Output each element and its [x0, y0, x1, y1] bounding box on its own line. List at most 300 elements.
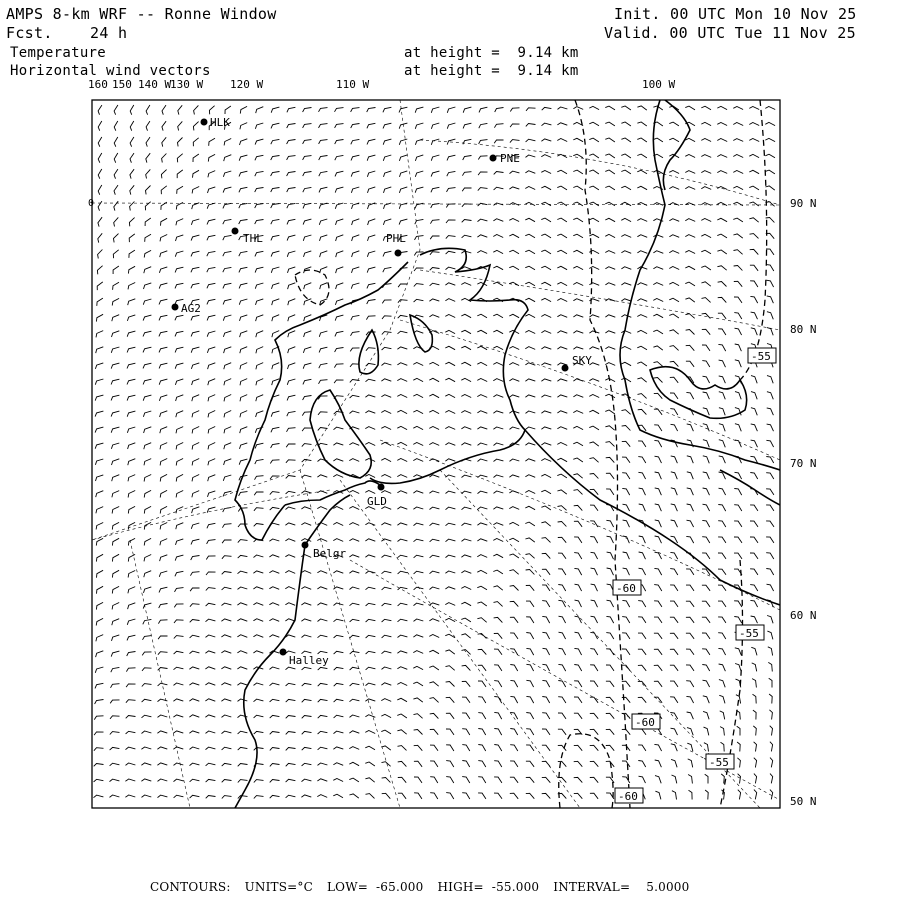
wind-barb — [304, 251, 312, 257]
wind-barb — [542, 664, 549, 671]
lon-label-120w: 120 W — [230, 78, 264, 91]
wind-barb — [126, 731, 136, 734]
wind-barb — [622, 441, 630, 446]
wind-barb — [128, 506, 135, 513]
wind-barb — [269, 555, 279, 557]
wind-barb — [703, 440, 709, 448]
wind-barb — [349, 762, 359, 765]
wind-barb — [430, 571, 440, 574]
wind-barb — [430, 698, 439, 703]
wind-barb — [701, 282, 710, 286]
wind-barb — [767, 408, 774, 415]
wind-barb — [113, 282, 119, 290]
wind-barb — [334, 364, 343, 368]
wind-barb — [177, 170, 183, 178]
wind-barb — [541, 443, 551, 445]
wind-barb — [637, 122, 646, 126]
wind-barb — [461, 602, 471, 605]
wind-barb — [687, 520, 694, 527]
wind-barb — [510, 140, 520, 143]
wind-barb — [750, 296, 757, 303]
coastline-south-shetlands — [720, 470, 780, 505]
wind-barb — [734, 250, 743, 255]
wind-barb — [414, 571, 424, 574]
wind-barb — [318, 763, 328, 765]
wind-barb — [126, 763, 136, 765]
wind-barb — [541, 282, 551, 285]
wind-barb — [734, 505, 742, 511]
wind-barb — [717, 171, 727, 174]
wind-barb — [765, 170, 775, 174]
wind-barb — [737, 742, 740, 752]
wind-barb — [574, 490, 583, 495]
wind-barb — [669, 219, 679, 222]
wind-barb — [223, 251, 232, 256]
wind-barb — [413, 459, 423, 462]
wind-barb — [221, 667, 231, 669]
wind-barb — [206, 588, 216, 591]
wind-barb — [382, 667, 392, 669]
wind-barb — [239, 283, 247, 288]
wind-barb — [384, 171, 392, 177]
wind-barb — [206, 572, 216, 575]
wind-barb — [637, 251, 647, 254]
wind-barb — [111, 684, 120, 688]
wind-barb — [509, 187, 519, 189]
wind-barb — [702, 601, 710, 607]
wind-barb — [160, 490, 167, 497]
wind-barb — [526, 696, 533, 703]
wind-barb — [541, 427, 551, 429]
wind-barb — [413, 363, 423, 366]
wind-barb — [526, 664, 533, 671]
station-dot-sky — [562, 365, 569, 372]
wind-barb — [285, 539, 295, 542]
wind-barb — [541, 347, 551, 349]
wind-barb — [350, 667, 360, 670]
wind-barb — [255, 139, 263, 145]
wind-barb — [606, 697, 614, 702]
wind-barb — [605, 154, 615, 158]
wind-barb — [159, 347, 167, 352]
wind-barb — [462, 188, 471, 191]
wind-barb — [703, 392, 710, 399]
wind-barb — [222, 524, 231, 528]
coastline-peninsula-east — [525, 430, 780, 605]
wind-barb — [670, 601, 678, 607]
wind-barb — [754, 742, 757, 752]
wind-barb — [239, 299, 247, 305]
wind-barb — [114, 137, 118, 147]
wind-barb — [175, 363, 183, 369]
wind-barb — [478, 219, 488, 222]
wind-barb — [221, 699, 231, 701]
wind-barb — [414, 714, 423, 719]
wind-barb — [126, 684, 135, 687]
wind-barb — [685, 171, 695, 174]
wind-barb — [207, 203, 215, 209]
wind-barb — [191, 283, 200, 288]
wind-barb — [224, 427, 231, 434]
wind-barb — [462, 491, 472, 494]
wind-barb — [735, 648, 742, 655]
wind-barb — [271, 427, 280, 432]
wind-barb — [754, 790, 757, 800]
wind-barb — [590, 745, 599, 750]
wind-barb — [207, 267, 216, 272]
coastline-west-b — [285, 481, 380, 505]
wind-barb — [430, 761, 438, 767]
wind-barb — [510, 171, 520, 174]
wind-barb — [445, 394, 455, 397]
wind-barb — [735, 664, 741, 672]
wind-barb — [750, 585, 758, 591]
wind-barb — [128, 283, 135, 290]
wind-barb — [607, 552, 614, 559]
wind-barb — [253, 571, 263, 573]
wind-barb — [669, 235, 679, 238]
wind-barb — [719, 376, 726, 383]
wind-barb — [526, 633, 533, 640]
wind-barb — [429, 299, 439, 301]
wind-barb — [397, 410, 407, 413]
wind-barb — [190, 779, 200, 782]
wind-barb — [383, 251, 391, 256]
wind-barb — [159, 283, 167, 289]
wind-barb — [719, 488, 726, 495]
wind-barb — [127, 427, 135, 433]
wind-barb — [430, 220, 439, 224]
wind-barb — [414, 523, 424, 526]
wind-barb — [738, 774, 741, 784]
lon-label-100w: 100 W — [642, 78, 676, 91]
wind-barb — [654, 362, 663, 367]
wind-barb — [462, 650, 471, 655]
wind-barb — [382, 635, 392, 638]
wind-barb — [383, 267, 392, 272]
wind-barb — [381, 379, 391, 381]
wind-barb — [157, 747, 167, 749]
wind-barb — [286, 699, 296, 702]
wind-barb — [639, 568, 646, 575]
wind-barb — [478, 203, 488, 206]
wind-barb — [653, 314, 663, 317]
wind-barb — [607, 568, 614, 575]
wind-barb — [621, 267, 631, 270]
wind-barb — [703, 504, 710, 511]
wind-barb — [159, 571, 167, 577]
wind-barb — [271, 411, 279, 417]
wind-barb — [301, 571, 311, 574]
wind-barb — [541, 139, 551, 141]
wind-barb — [285, 587, 295, 590]
wind-barb — [111, 427, 119, 433]
wind-barb — [621, 235, 631, 238]
wind-barb — [510, 601, 519, 606]
wind-barb — [192, 427, 199, 434]
wind-barb — [687, 488, 694, 495]
contour-label-4: -60 — [635, 716, 655, 729]
wind-barb — [176, 395, 184, 401]
wind-barb — [621, 106, 631, 110]
wind-barb — [557, 154, 567, 157]
wind-barb — [717, 266, 726, 270]
wind-barb — [301, 795, 311, 797]
wind-barb — [143, 636, 152, 640]
wind-barb — [446, 666, 455, 671]
wind-barb — [558, 506, 567, 511]
wind-barb — [269, 539, 279, 541]
wind-barb — [510, 761, 518, 767]
wind-barb — [621, 378, 631, 382]
wind-barb — [175, 347, 183, 352]
wind-barb — [445, 459, 455, 461]
wind-barb — [397, 714, 407, 718]
wind-barb — [653, 330, 663, 334]
wind-barb — [719, 392, 726, 400]
wind-barb — [445, 475, 455, 477]
wind-barb — [160, 523, 167, 530]
wind-barb — [607, 536, 614, 543]
wind-barb — [719, 664, 726, 671]
wind-barb — [381, 746, 390, 750]
wind-barb — [397, 347, 407, 349]
wind-barb — [621, 299, 631, 301]
wind-barb — [751, 424, 758, 431]
wind-barb — [98, 233, 102, 242]
wind-barb — [541, 155, 551, 158]
wind-barb — [366, 635, 376, 638]
wind-barb — [589, 106, 599, 109]
wind-barb — [270, 460, 279, 464]
wind-barb — [208, 187, 216, 193]
wind-barb — [254, 715, 264, 718]
wind-barb — [574, 521, 582, 527]
wind-barb — [224, 347, 232, 353]
wind-barb — [429, 635, 439, 638]
wind-barb — [209, 138, 215, 146]
wind-barb — [672, 791, 677, 800]
wind-barb — [175, 251, 183, 257]
wind-barb — [112, 459, 120, 465]
wind-barb — [303, 235, 311, 241]
wind-barb — [606, 489, 614, 495]
wind-barb — [766, 521, 774, 527]
wind-barb — [575, 632, 582, 639]
wind-barb — [253, 603, 263, 606]
wind-barb — [445, 315, 455, 318]
footer-contours-label: CONTOURS: — [150, 880, 231, 894]
wind-barb — [526, 139, 536, 142]
wind-barb — [734, 601, 742, 607]
wind-barb — [733, 234, 742, 238]
wind-barb — [285, 555, 295, 558]
wind-barb — [269, 603, 279, 606]
wind-barb — [384, 187, 392, 193]
wind-barb — [766, 457, 773, 464]
wind-barb — [767, 312, 773, 320]
wind-barb — [589, 442, 598, 446]
wind-barb — [655, 791, 661, 799]
wind-barb — [670, 665, 678, 671]
wind-barb — [702, 665, 709, 672]
wind-barb — [397, 651, 407, 653]
wind-barb — [429, 315, 439, 318]
wind-barb — [255, 443, 263, 448]
station-label-belgr: Belgr — [313, 547, 347, 560]
wind-barb — [271, 156, 280, 161]
wind-barb — [477, 523, 487, 525]
wind-barb — [462, 793, 470, 799]
wind-barb — [525, 187, 535, 190]
wind-barb — [557, 299, 567, 302]
wind-barb — [318, 619, 328, 622]
wind-barb — [541, 522, 550, 526]
wind-barb — [159, 604, 168, 609]
wind-barb — [767, 376, 773, 384]
wind-barb — [336, 283, 344, 289]
wind-barb — [178, 121, 183, 130]
wind-barb — [190, 763, 200, 766]
wind-barb — [352, 235, 360, 241]
wind-barb — [573, 266, 583, 269]
wind-barb — [751, 408, 757, 416]
wind-barb — [718, 297, 727, 302]
wind-barb — [191, 251, 199, 256]
wind-barb — [461, 443, 471, 445]
wind-barb — [287, 395, 295, 400]
wind-barb — [256, 299, 264, 305]
wind-barb — [445, 443, 455, 446]
wind-barb — [160, 443, 167, 450]
wind-barb — [208, 395, 215, 402]
wind-barb — [302, 779, 312, 782]
wind-barb — [238, 731, 248, 734]
wind-barb — [382, 332, 392, 335]
wind-barb — [638, 633, 646, 639]
wind-barb — [446, 697, 455, 702]
wind-barb — [365, 523, 375, 526]
wind-barb — [318, 699, 328, 702]
wind-barb — [591, 600, 598, 607]
wind-barb — [509, 491, 519, 493]
wind-barb — [478, 649, 487, 654]
wind-barb — [703, 472, 710, 479]
wind-barb — [735, 424, 741, 432]
wind-barb — [575, 616, 582, 623]
wind-barb — [494, 633, 502, 638]
wind-barb — [591, 568, 598, 575]
grid-line-lat-70 — [400, 320, 780, 460]
wind-barb — [128, 475, 135, 482]
wind-barb — [143, 299, 151, 305]
wind-barb — [288, 363, 296, 369]
wind-barb — [206, 731, 216, 733]
wind-barb — [303, 203, 311, 208]
wind-barb — [127, 315, 135, 321]
wind-barb — [655, 488, 662, 495]
wind-barb — [462, 729, 470, 735]
wind-barb — [622, 457, 630, 463]
wind-barb — [653, 299, 663, 302]
wind-barb — [240, 315, 248, 321]
wind-barb — [494, 475, 504, 478]
wind-barb — [478, 156, 487, 160]
wind-barb — [685, 251, 695, 254]
wind-barb — [239, 155, 247, 161]
wind-barb — [510, 665, 517, 672]
wind-barb — [622, 633, 630, 639]
wind-barb — [350, 411, 360, 414]
wind-barb — [446, 491, 456, 493]
wind-barb — [688, 775, 692, 784]
station-label-thl: THL — [243, 232, 263, 245]
wind-barb — [510, 649, 518, 655]
wind-barb — [349, 491, 359, 494]
wind-barb — [98, 121, 102, 131]
wind-barb — [333, 747, 343, 749]
wind-barb — [702, 345, 710, 351]
wind-barb — [607, 600, 614, 607]
wind-barb — [670, 681, 678, 687]
wind-barb — [398, 746, 407, 751]
wind-barb — [287, 379, 295, 385]
wind-barb — [493, 554, 503, 557]
wind-barb — [302, 747, 312, 750]
wind-barb — [718, 617, 726, 623]
wind-barb — [605, 106, 615, 110]
wind-barb — [272, 315, 279, 322]
wind-barb — [494, 617, 503, 622]
wind-barb — [542, 632, 549, 639]
wind-barb — [286, 732, 296, 735]
wind-barb — [127, 619, 135, 625]
wind-barb — [639, 776, 646, 783]
wind-barb — [430, 793, 438, 799]
wind-barb — [461, 395, 471, 398]
wind-barb — [510, 633, 518, 639]
wind-barb — [302, 444, 312, 447]
wind-barb — [621, 138, 631, 142]
wind-barb — [238, 699, 248, 701]
wind-barb — [510, 427, 520, 429]
wind-barb — [130, 185, 134, 194]
wind-barb — [638, 665, 646, 671]
wind-barb — [128, 459, 136, 466]
wind-barb — [145, 218, 151, 226]
wind-barb — [96, 602, 103, 609]
wind-barb — [541, 266, 551, 270]
wind-barb — [671, 488, 678, 495]
wind-barb — [94, 764, 104, 767]
map-title: AMPS 8-km WRF -- Ronne Window — [6, 5, 277, 23]
wind-barb — [318, 731, 328, 734]
wind-barb — [368, 235, 376, 241]
wind-barb — [206, 763, 216, 766]
wind-barb — [319, 380, 328, 384]
wind-barb — [685, 235, 695, 238]
wind-barb — [381, 730, 391, 734]
wind-barb — [112, 331, 120, 337]
wind-barb — [271, 267, 279, 273]
wind-barb — [655, 456, 662, 463]
wind-barb — [589, 347, 599, 349]
wind-barb — [366, 683, 376, 686]
wind-barb — [287, 156, 296, 160]
wind-barb — [208, 443, 215, 450]
wind-barb — [397, 683, 407, 686]
wind-barb — [510, 459, 520, 461]
